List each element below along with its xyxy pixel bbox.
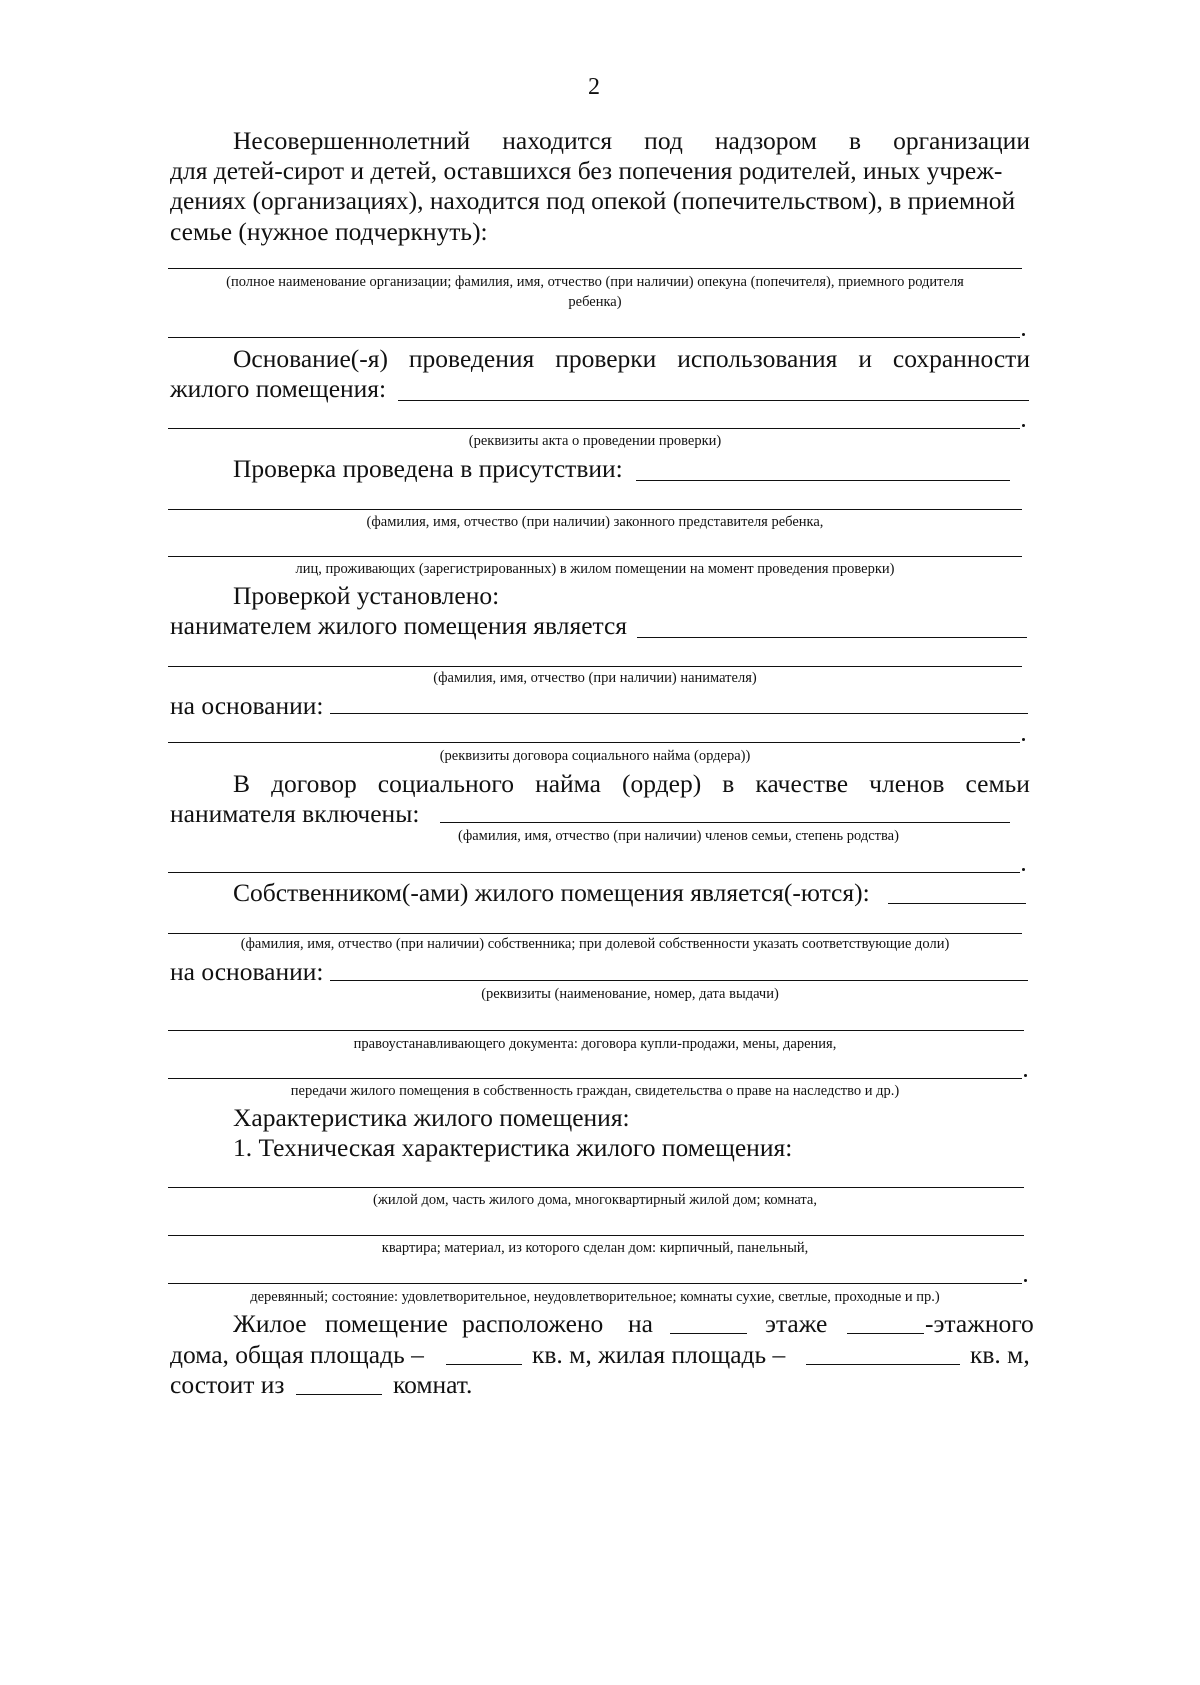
presence-field-3[interactable] (168, 556, 1022, 557)
period-mark (1022, 333, 1025, 336)
word: сохранности (892, 344, 1030, 373)
basis-check-label: жилого помещения: (170, 374, 387, 403)
technical-hint-b: квартира; материал, из которого сделан дом: кирпичный, панельный, (381, 1240, 809, 1256)
period-mark (1024, 1074, 1027, 1077)
tenant-field[interactable] (637, 637, 1027, 638)
total-area-label: дома, общая площадь – (170, 1340, 424, 1369)
word: в (722, 769, 735, 798)
technical-hint-c: деревянный; состояние: удовлетворительное, неудовлетворительное; комнаты сухие, светлые, проходные и пр.) (250, 1289, 940, 1305)
word: под (644, 126, 683, 155)
rooms-label: состоит из (170, 1370, 285, 1399)
technical-field-3[interactable] (168, 1283, 1022, 1284)
word: членов (869, 769, 945, 798)
word: Несовершеннолетний (233, 126, 471, 155)
word: качестве (755, 769, 849, 798)
technical-title: 1. Техническая характеристика жилого помещения: (233, 1133, 793, 1162)
word: надзором (714, 126, 817, 155)
tenant-label: нанимателем жилого помещения является (170, 611, 628, 640)
rooms-unit: комнат. (393, 1370, 473, 1399)
location-word: расположено (462, 1309, 604, 1338)
period-mark (1022, 738, 1025, 741)
presence-hint2: лиц, проживающих (зарегистрированных) в жилом помещении на момент проведения проверки) (295, 561, 895, 577)
location-word: помещение (325, 1309, 448, 1338)
established-title: Проверкой установлено: (233, 581, 500, 610)
period-mark (1022, 424, 1025, 427)
word: Основание(-я) (233, 344, 388, 373)
contract-field[interactable] (440, 822, 1010, 823)
basis-check-line1 (233, 346, 1030, 372)
tenant-basis-label: на основании: (170, 691, 324, 720)
word: использования (677, 344, 838, 373)
tenant-basis-hint: (реквизиты договора социального найма (ордера)) (439, 748, 751, 764)
living-area-unit: кв. м, (970, 1340, 1030, 1369)
basis-check-field[interactable] (398, 400, 1029, 401)
guardian-field-line-2[interactable] (168, 337, 1020, 338)
basis-check-hint: (реквизиты акта о проведении проверки) (468, 433, 722, 449)
word: социального (377, 769, 515, 798)
presence-field[interactable] (636, 480, 1010, 481)
owners-hint-c: передачи жилого помещения в собственность граждан, свидетельства о праве на наследство и др.) (290, 1083, 900, 1099)
tenant-hint: (фамилия, имя, отчество (при наличии) нанимателя) (433, 670, 757, 686)
word: (ордер) (622, 769, 702, 798)
paragraph-minor-line3: дениях (организациях), находится под опекой (попечительством), в приемной (170, 186, 1016, 215)
tenant-basis-field[interactable] (330, 713, 1028, 714)
owners-hint: (фамилия, имя, отчество (при наличии) собственника; при долевой собственности указать соответствующие доли) (240, 936, 950, 952)
word: семьи (965, 769, 1030, 798)
period-mark (1022, 868, 1025, 871)
word: В (233, 769, 251, 798)
presence-label: Проверка проведена в присутствии: (233, 454, 623, 483)
presence-field-2[interactable] (168, 509, 1022, 510)
word: и (858, 344, 872, 373)
paragraph-minor-line1 (233, 128, 1030, 154)
tenant-field-2[interactable] (168, 666, 1022, 667)
guardian-field-line[interactable] (168, 268, 1022, 269)
total-area-field[interactable] (446, 1364, 522, 1365)
characteristics-title: Характеристика жилого помещения: (233, 1103, 630, 1132)
living-area-label: кв. м, жилая площадь – (532, 1340, 786, 1369)
guardian-hint-line1: (полное наименование организации; фамилия, имя, отчество (при наличии) опекуна (попечителя), приемного родителя (226, 274, 964, 290)
owners-hint-a: (реквизиты (наименование, номер, дата выдачи) (481, 986, 779, 1002)
word: организации (893, 126, 1030, 155)
word: находится (502, 126, 613, 155)
owners-hint-b: правоустанавливающего документа: договора купли-продажи, мены, дарения, (353, 1036, 837, 1052)
paragraph-minor-line4: семье (нужное подчеркнуть): (170, 217, 488, 246)
owners-basis-field[interactable] (330, 980, 1028, 981)
word: проверки (555, 344, 657, 373)
word: договор (271, 769, 357, 798)
floors-count-field[interactable] (847, 1333, 924, 1334)
location-word: -этажного (925, 1309, 1034, 1338)
guardian-hint-line2: ребенка) (568, 294, 622, 310)
owners-basis-field-2[interactable] (168, 1030, 1024, 1031)
page-number: 2 (588, 74, 600, 100)
technical-field-2[interactable] (168, 1235, 1024, 1236)
floor-field[interactable] (670, 1333, 747, 1334)
rooms-field[interactable] (296, 1394, 382, 1395)
contract-hint: (фамилия, имя, отчество (при наличии) членов семьи, степень родства) (458, 828, 899, 844)
location-word: этаже (765, 1309, 828, 1338)
word: найма (535, 769, 601, 798)
contract-label: нанимателя включены: (170, 799, 420, 828)
word: в (848, 126, 862, 155)
owners-field[interactable] (888, 903, 1026, 904)
paragraph-minor-line2: для детей-сирот и детей, оставшихся без попечения родителей, иных учреж- (170, 156, 1003, 185)
owners-label: Собственником(-ами) жилого помещения является(-ются): (233, 878, 870, 907)
tenant-basis-field-2[interactable] (168, 742, 1020, 743)
technical-field[interactable] (168, 1187, 1024, 1188)
presence-hint1: (фамилия, имя, отчество (при наличии) законного представителя ребенка, (366, 514, 824, 530)
technical-hint-a: (жилой дом, часть жилого дома, многоквартирный жилой дом; комната, (373, 1192, 817, 1208)
contract-line1 (233, 771, 1030, 797)
owners-basis-label: на основании: (170, 957, 324, 986)
owners-field-2[interactable] (168, 933, 1022, 934)
owners-basis-field-3[interactable] (168, 1078, 1022, 1079)
word: проведения (408, 344, 535, 373)
location-word: Жилое (233, 1309, 307, 1338)
location-word: на (628, 1309, 653, 1338)
living-area-field[interactable] (806, 1364, 960, 1365)
contract-field-2[interactable] (168, 872, 1020, 873)
period-mark (1024, 1279, 1027, 1282)
basis-check-field-2[interactable] (168, 428, 1020, 429)
